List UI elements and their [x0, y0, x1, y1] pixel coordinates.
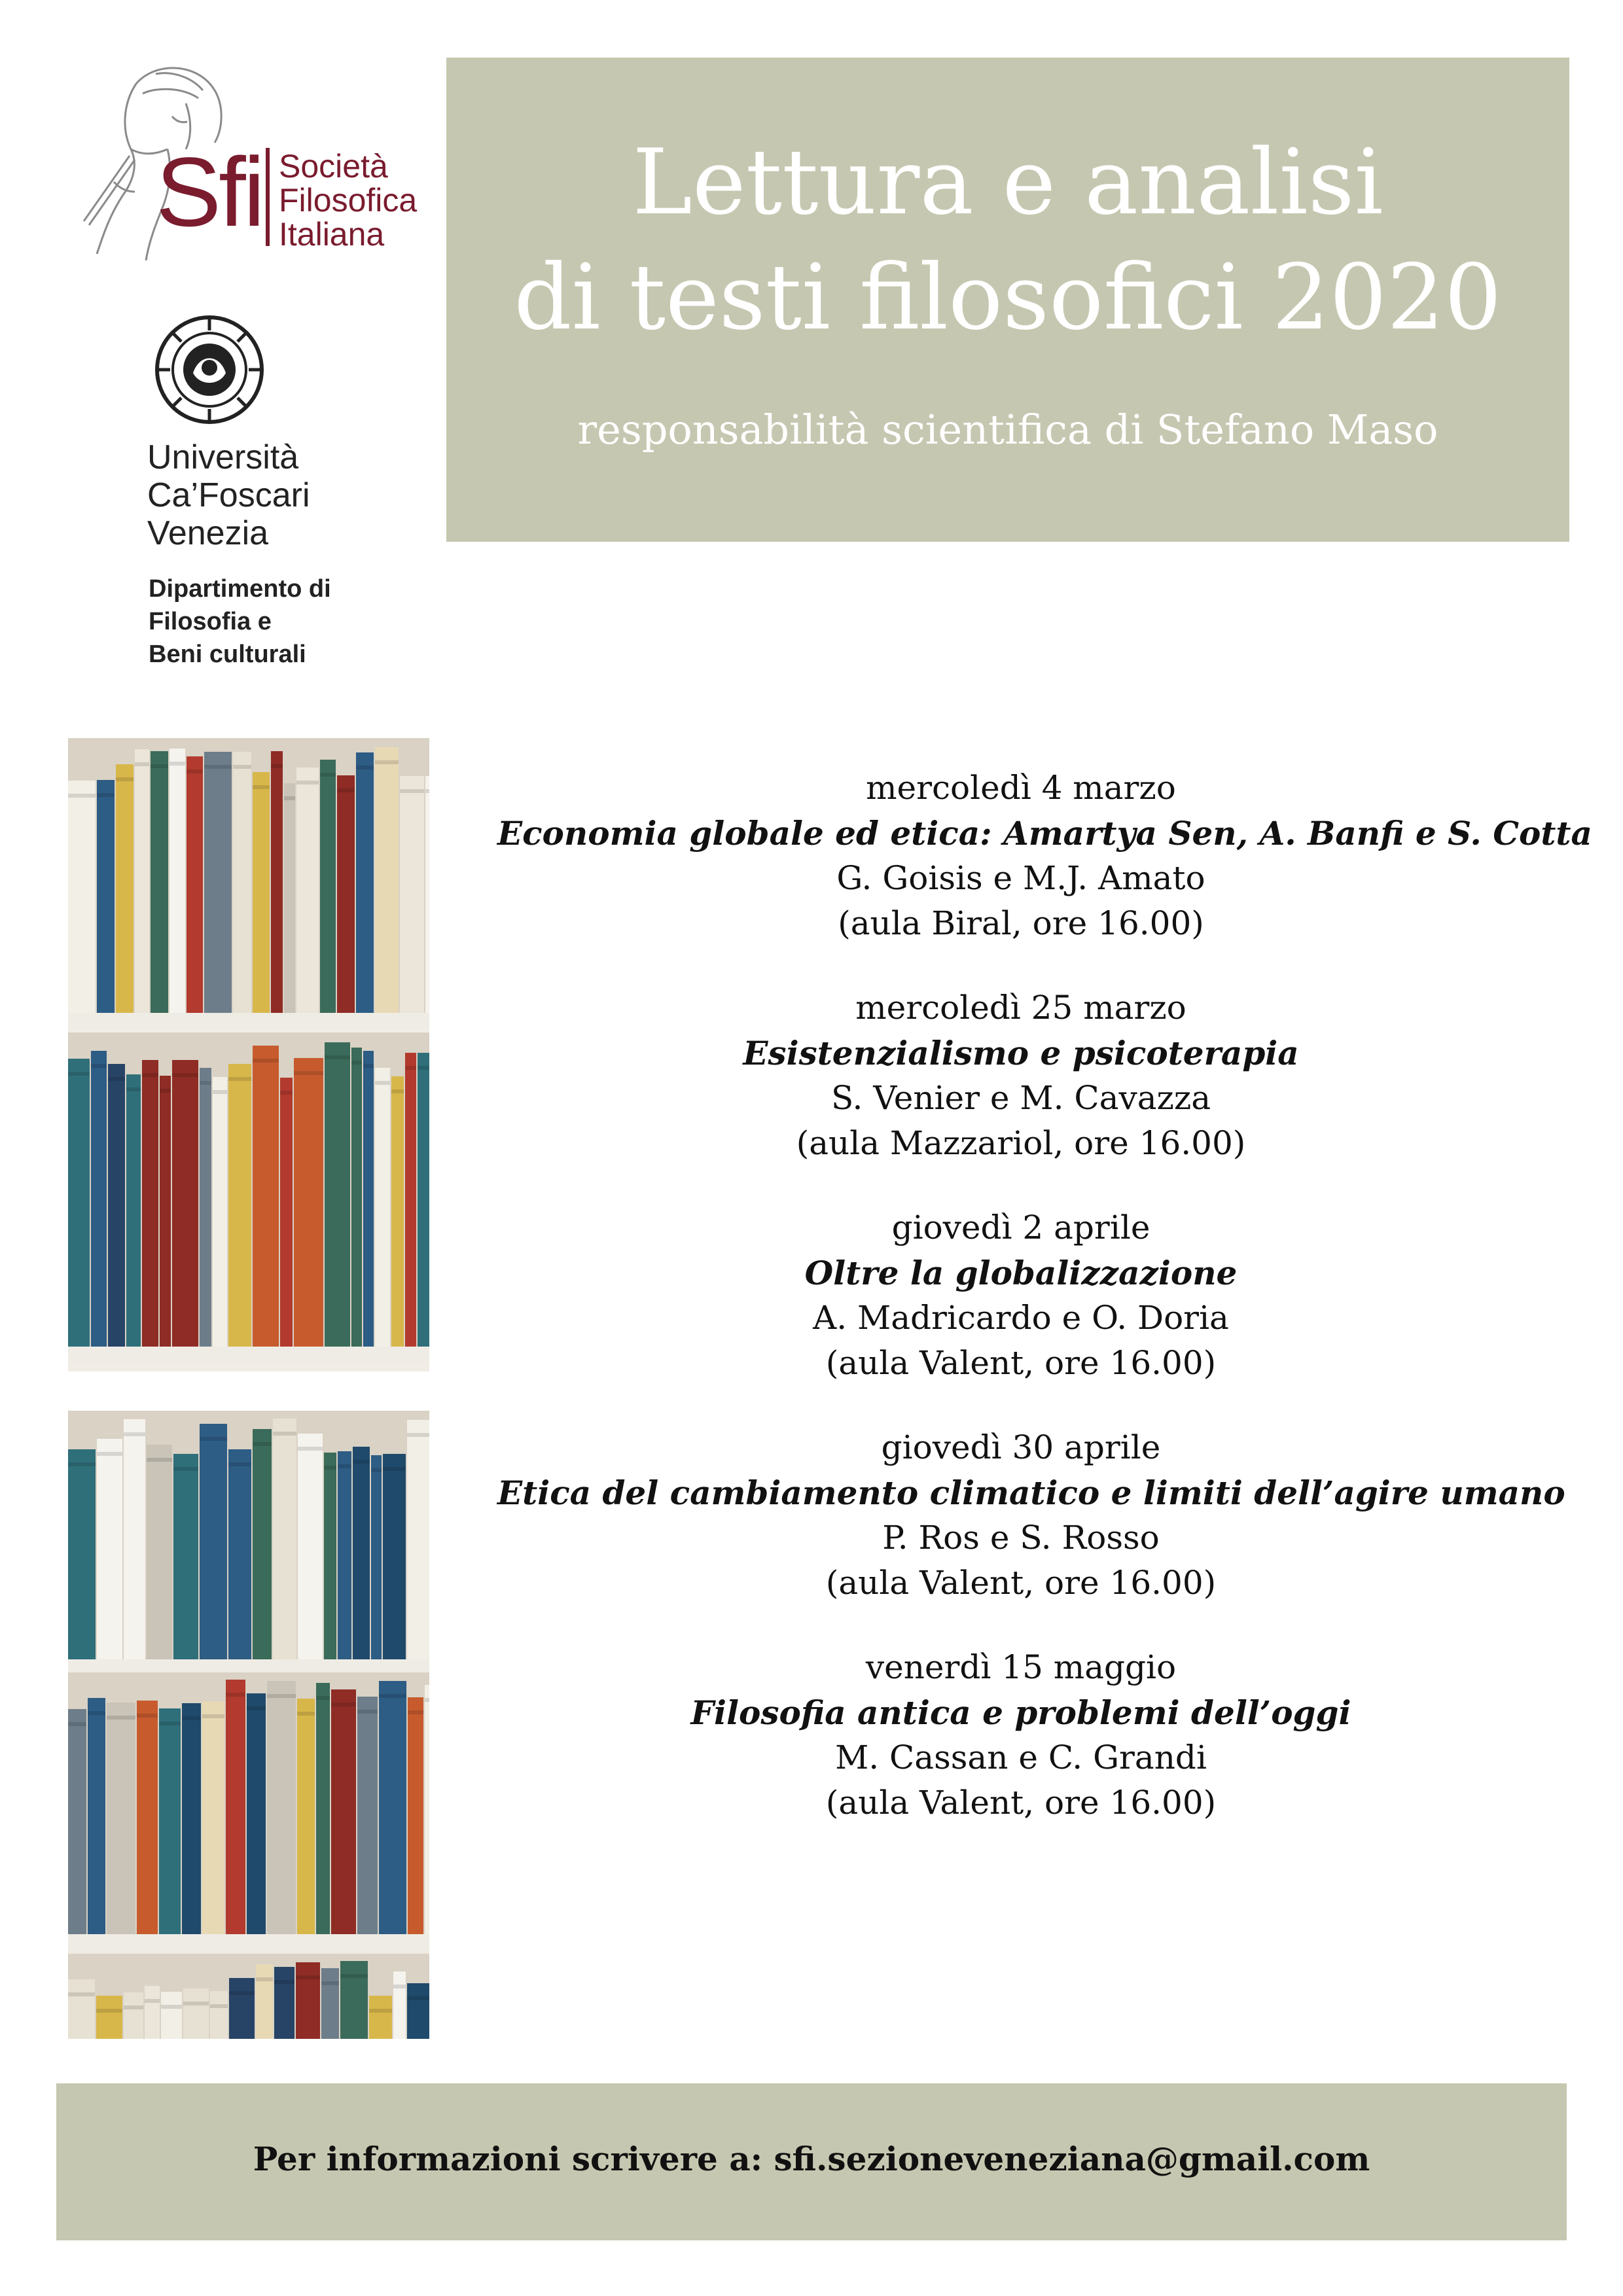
bookshelf-element	[68, 1449, 96, 1659]
bookshelf-element	[200, 1068, 211, 1347]
bookshelf-element	[161, 1992, 182, 2039]
bookshelf-element	[273, 1432, 296, 1436]
bookshelf-element	[340, 1974, 368, 1978]
bookshelf-element	[353, 1460, 370, 1464]
event-location: (aula Valent, ore 16.00)	[825, 1784, 1217, 1822]
bookshelf-element	[391, 1076, 404, 1347]
bookshelf-element	[425, 776, 429, 1013]
bookshelf-element	[363, 1064, 374, 1068]
bookshelf-element	[363, 1051, 374, 1347]
sfi-name-line: Società	[279, 148, 388, 185]
bookshelf-element	[375, 747, 399, 1013]
bookshelf-element	[425, 789, 429, 793]
bookshelf-element	[393, 1985, 406, 1988]
department-name-line: Filosofia e	[149, 608, 272, 635]
bookshelf-element	[124, 2005, 143, 2009]
bookshelf-element	[226, 1693, 245, 1697]
bookshelf-element	[88, 1698, 105, 1934]
bookshelf-element	[379, 1681, 406, 1934]
bookshelf-element	[284, 783, 295, 1013]
bookshelf-element	[182, 1716, 201, 1720]
bookshelf-element	[407, 1420, 429, 1659]
bookshelf-element	[253, 1046, 279, 1347]
bookshelf-element	[273, 1419, 296, 1659]
bookshelf-element	[137, 1701, 158, 1934]
bookshelf-element	[280, 1091, 293, 1095]
department-name-line: Dipartimento di	[149, 575, 331, 603]
bookshelf-element	[274, 1967, 294, 2039]
bookshelf-element	[338, 1464, 351, 1468]
bookshelf-element	[296, 768, 319, 1013]
sfi-name-line: Italiana	[279, 216, 385, 253]
bookshelf-element	[200, 1424, 227, 1659]
page-title-line-2: di testi filosofici 2020	[514, 245, 1502, 350]
bookshelf-element	[68, 794, 96, 798]
bookshelf-element	[400, 776, 424, 1013]
bookshelf-element	[324, 1453, 336, 1659]
university-name-line: Università	[147, 438, 299, 476]
bookshelf-photo-top	[68, 738, 429, 1371]
bookshelf-element	[425, 1685, 429, 1934]
bookshelf-element	[228, 1449, 251, 1659]
bookshelf-element	[284, 796, 295, 800]
bookshelf-element	[68, 1072, 90, 1076]
bookshelf-element	[351, 1061, 362, 1065]
bookshelf-element	[296, 1962, 320, 2039]
bookshelf-element	[88, 1711, 105, 1715]
bookshelf-element	[228, 1077, 251, 1081]
bookshelf-element	[271, 764, 283, 768]
bookshelf-element	[124, 1419, 145, 1659]
bookshelf-element	[340, 1961, 368, 2039]
bookshelf-element	[253, 772, 270, 1013]
event-location: (aula Mazzariol, ore 16.00)	[796, 1124, 1246, 1162]
bookshelf-element	[325, 1055, 350, 1059]
bookshelf-element	[338, 1451, 351, 1659]
bookshelf-element	[97, 793, 115, 797]
bookshelf-element	[253, 785, 270, 789]
bookshelf-element	[294, 1071, 323, 1075]
bookshelf-element	[213, 1077, 227, 1347]
event-date: giovedì 2 aprile	[891, 1209, 1150, 1246]
bookshelf-element	[256, 1977, 273, 1981]
bookshelf-element	[391, 1089, 404, 1093]
event-speakers: G. Goisis e M.J. Amato	[836, 859, 1205, 897]
bookshelf-element	[172, 1060, 198, 1347]
bookshelf-element	[247, 1693, 266, 1934]
bookshelf-element	[418, 1053, 429, 1347]
bookshelf-element	[331, 1689, 356, 1934]
bookshelf-element	[97, 780, 115, 1013]
university-name-line: Ca’Foscari	[147, 476, 310, 514]
bookshelf-element	[425, 1698, 429, 1702]
bookshelf-element	[187, 756, 203, 1013]
unive-logo	[141, 314, 416, 680]
bookshelf-element	[97, 1439, 122, 1659]
bookshelf-element	[296, 1975, 320, 1979]
bookshelf-element	[337, 775, 355, 1013]
bookshelf-image	[68, 1411, 429, 2039]
bookshelf-element	[320, 760, 336, 1013]
event-item	[497, 1645, 1544, 1826]
event-location: (aula Valent, ore 16.00)	[825, 1344, 1217, 1382]
bookshelf-element	[151, 764, 168, 768]
bookshelf-element	[320, 773, 336, 777]
contact-info: Per informazioni scrivere a: sfi.sezioneveneziana@gmail.com	[253, 2140, 1370, 2178]
bookshelf-element	[325, 1042, 350, 1347]
bookshelf-element	[124, 1992, 143, 2039]
bookshelf-element	[400, 789, 424, 793]
bookshelf-element	[183, 2002, 209, 2005]
bookshelf-element	[280, 1078, 293, 1347]
bookshelf-element	[107, 1703, 135, 1934]
bookshelf-element	[297, 1712, 315, 1716]
bookshelf-element	[228, 1064, 251, 1347]
bookshelf-element	[253, 1059, 279, 1063]
event-date: venerdì 15 maggio	[865, 1648, 1177, 1686]
bookshelf-element	[173, 1467, 198, 1471]
bookshelf-element	[383, 1454, 406, 1659]
bookshelf-element	[108, 1064, 125, 1347]
sfi-name	[279, 149, 417, 251]
bookshelf-element	[210, 2004, 228, 2008]
bookshelf-element	[229, 1991, 255, 1995]
bookshelf-photo-bottom	[68, 1411, 429, 2039]
bookshelf-element	[204, 752, 232, 1013]
bookshelf-element	[294, 1058, 323, 1347]
bookshelf-element	[253, 1442, 272, 1446]
bookshelf-element	[96, 2009, 122, 2013]
bookshelf-element	[226, 1680, 245, 1934]
bookshelf-image	[68, 738, 429, 1371]
bookshelf-element	[253, 1429, 272, 1659]
page-title-line-1: Lettura e analisi	[632, 130, 1383, 235]
bookshelf-element	[187, 769, 203, 773]
bookshelf-element	[91, 1064, 107, 1068]
bookshelf-element	[68, 1992, 95, 1996]
event-date: mercoledì 25 marzo	[855, 989, 1186, 1027]
bookshelf-element	[68, 1013, 429, 1030]
bookshelf-element	[296, 781, 319, 785]
bookshelf-element	[256, 1964, 273, 2039]
department-name-line: Beni culturali	[149, 641, 306, 668]
bookshelf-element	[371, 1455, 382, 1659]
event-speakers: M. Cassan e C. Grandi	[835, 1739, 1207, 1776]
bookshelf-element	[407, 1983, 429, 2039]
bookshelf-element	[169, 749, 185, 1013]
bookshelf-element	[135, 762, 149, 766]
bookshelf-element	[204, 765, 232, 769]
university-name	[147, 438, 310, 552]
sfi-name-line: Filosofica	[279, 182, 418, 219]
bookshelf-element	[137, 1714, 158, 1718]
bookshelf-element	[407, 1433, 429, 1437]
bookshelf-element	[97, 1452, 122, 1456]
event-list	[497, 766, 1592, 1865]
sfi-logo	[58, 58, 437, 280]
bookshelf-element	[375, 760, 399, 764]
bookshelf-element	[202, 1701, 224, 1934]
event-title: Esistenzialismo e psicoterapia	[743, 1034, 1299, 1072]
bookshelf-element	[408, 1697, 423, 1934]
bookshelf-element	[351, 1048, 362, 1347]
bookshelf-element	[331, 1703, 356, 1706]
bookshelf-element	[267, 1681, 296, 1934]
bookshelf-element	[147, 1458, 172, 1462]
bookshelf-element	[124, 1432, 145, 1436]
event-speakers: A. Madricardo e O. Doria	[813, 1299, 1229, 1337]
bookshelf-element	[116, 777, 134, 781]
event-item	[497, 985, 1544, 1166]
bookshelf-element	[324, 1466, 336, 1470]
bookshelf-element	[202, 1714, 224, 1718]
bookshelf-element	[68, 1347, 429, 1364]
bookshelf-element	[316, 1683, 330, 1934]
bookshelf-element	[159, 1722, 181, 1725]
bookshelf-element	[182, 1703, 201, 1934]
event-title: Filosofia antica e problemi dell’oggi	[690, 1693, 1351, 1732]
event-item	[497, 766, 1592, 946]
bookshelf-element	[408, 1710, 423, 1714]
bookshelf-element	[116, 764, 134, 1013]
bookshelf-element	[96, 1996, 122, 2039]
bookshelf-element	[375, 1081, 390, 1085]
bookshelf-element	[126, 1074, 141, 1347]
event-date: mercoledì 4 marzo	[866, 769, 1176, 807]
bookshelf-element	[68, 1059, 90, 1347]
bookshelf-element	[91, 1051, 107, 1347]
event-speakers: P. Ros e S. Rosso	[882, 1519, 1160, 1557]
bookshelf-element	[267, 1694, 296, 1698]
event-item	[497, 1425, 1565, 1606]
sfi-divider	[266, 148, 270, 246]
bookshelf-element	[68, 781, 96, 1013]
event-item	[497, 1205, 1544, 1386]
bookshelf-element	[353, 1447, 370, 1659]
bookshelf-element	[68, 1709, 86, 1934]
bookshelf-element	[247, 1706, 266, 1710]
bookshelf-element	[271, 751, 283, 1013]
bookshelf-element	[68, 1462, 96, 1466]
bookshelf-element	[160, 1076, 171, 1347]
bookshelf-element	[298, 1447, 323, 1451]
bookshelf-element	[172, 1073, 198, 1077]
bookshelf-element	[297, 1699, 315, 1934]
bookshelf-element	[210, 1991, 228, 2039]
bookshelf-element	[393, 1971, 406, 2039]
event-date: giovedì 30 aprile	[881, 1428, 1161, 1466]
bookshelf-element	[145, 1986, 160, 2039]
event-location: (aula Biral, ore 16.00)	[838, 904, 1204, 942]
bookshelf-element	[200, 1081, 211, 1085]
sfi-mark: Sfi	[156, 137, 263, 247]
bookshelf-element	[407, 1996, 429, 2000]
bookshelf-element	[405, 1066, 416, 1070]
bookshelf-element	[160, 1089, 171, 1093]
title-band	[446, 58, 1569, 542]
bookshelf-element	[68, 1979, 95, 2039]
bookshelf-element	[369, 1996, 392, 2039]
bookshelf-element	[371, 1468, 382, 1472]
bookshelf-element	[405, 1053, 416, 1347]
bookshelf-element	[68, 1934, 429, 1951]
bookshelf-element	[321, 1968, 339, 2039]
university-name-line: Venezia	[147, 514, 269, 552]
bookshelf-element	[233, 765, 251, 769]
page-subtitle: responsabilità scientifica di Stefano Maso	[577, 406, 1438, 453]
bookshelf-element	[375, 1068, 390, 1347]
event-title: Economia globale ed etica: Amartya Sen, A. Banfi e S. Cotta	[497, 814, 1592, 853]
bookshelf-element	[383, 1467, 406, 1471]
event-location: (aula Valent, ore 16.00)	[825, 1564, 1217, 1602]
event-title: Oltre la globalizzazione	[804, 1254, 1238, 1292]
bookshelf-element	[357, 1710, 378, 1714]
bookshelf-element	[107, 1716, 135, 1720]
bookshelf-element	[298, 1434, 323, 1659]
footer-band	[56, 2083, 1567, 2240]
bookshelf-element	[369, 2009, 392, 2013]
bookshelf-element	[183, 1988, 209, 2039]
bookshelf-element	[337, 788, 355, 792]
university-seal-icon	[154, 314, 265, 425]
bookshelf-element	[135, 749, 149, 1013]
bookshelf-element	[356, 752, 374, 1013]
bookshelf-element	[126, 1087, 141, 1091]
event-speakers: S. Venier e M. Cavazza	[830, 1079, 1211, 1117]
bookshelf-element	[151, 751, 168, 1013]
bookshelf-element	[173, 1454, 198, 1659]
bookshelf-element	[145, 1999, 160, 2003]
bookshelf-element	[142, 1060, 158, 1347]
bookshelf-element	[108, 1077, 125, 1081]
department-name	[149, 573, 331, 671]
bookshelf-element	[213, 1090, 227, 1094]
bookshelf-element	[357, 1697, 378, 1934]
bookshelf-element	[418, 1066, 429, 1070]
bookshelf-element	[229, 1978, 255, 2039]
bookshelf-element	[233, 752, 251, 1013]
bookshelf-element	[142, 1073, 158, 1077]
bookshelf-element	[316, 1696, 330, 1700]
bookshelf-element	[228, 1462, 251, 1466]
bookshelf-element	[200, 1437, 227, 1441]
bookshelf-element	[161, 2005, 182, 2009]
bookshelf-element	[68, 1722, 86, 1726]
bookshelf-element	[379, 1694, 406, 1698]
bookshelf-element	[169, 762, 185, 766]
bookshelf-element	[356, 766, 374, 769]
bookshelf-element	[321, 1981, 339, 1985]
bookshelf-element	[147, 1445, 172, 1659]
event-title: Etica del cambiamento climatico e limiti dell’agire umano	[497, 1474, 1565, 1512]
bookshelf-element	[274, 1980, 294, 1984]
bookshelf-element	[159, 1708, 181, 1934]
